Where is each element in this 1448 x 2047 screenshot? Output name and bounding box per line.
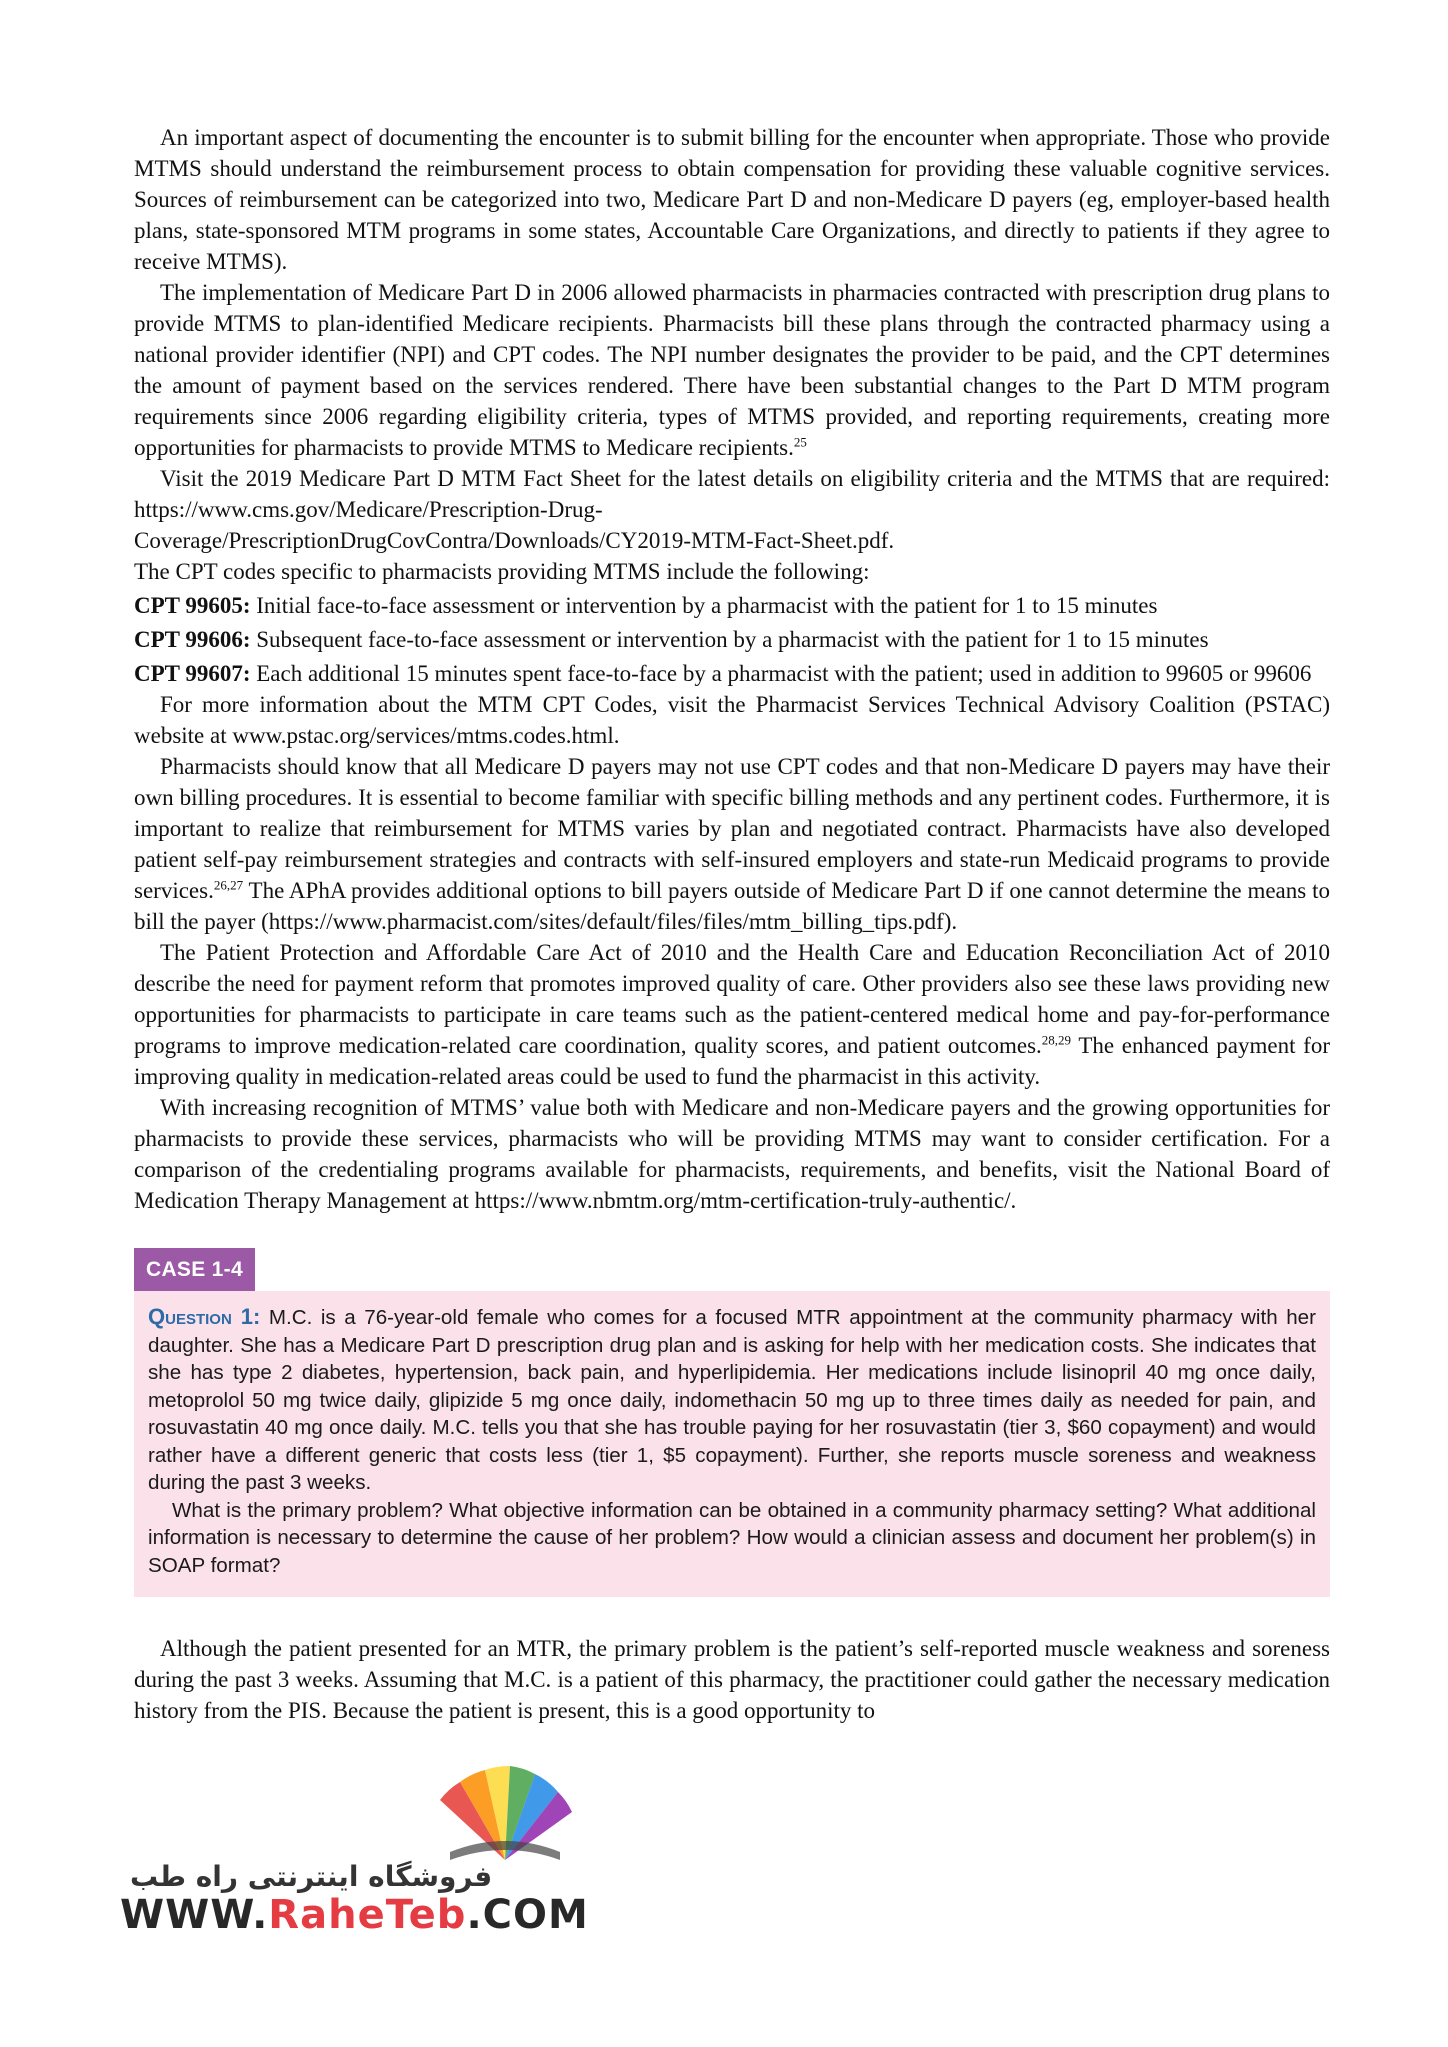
paragraph-text: The APhA provides additional options to bill payers outside of Medicare Part D if one cannot determine the means to bill the payer (https://www.pharmacist.com/sites/default/files/files/mtm_billing_tips.pdf). [134,878,1330,934]
watermark-logo [120,1760,680,1940]
watermark-url-suffix: .COM [466,1892,589,1938]
paragraph [134,751,1330,937]
paragraph-text: The enhanced payment for improving quality in medication-related areas could be used to fund the pharmacist in this activity. [134,1033,1330,1089]
cpt-code-item [134,658,1330,689]
case-label: CASE 1-4 [134,1248,255,1291]
paragraph: Visit the 2019 Medicare Part D MTM Fact Sheet for the latest details on eligibility criteria and the MTMS that are required: https://www.cms.gov/Medicare/Prescription-Drug- [134,466,1330,522]
case-box [134,1291,1330,1597]
citation-superscript: 26,27 [213,877,244,893]
cpt-description: Subsequent face-to-face assessment or intervention by a pharmacist with the patient for 1 to 15 minutes [250,627,1209,652]
paragraph: The CPT codes specific to pharmacists providing MTMS include the following: [134,559,870,584]
watermark-url-brand: RaheTeb [268,1892,467,1938]
cpt-code: CPT 99606: [134,627,251,652]
paragraph: An important aspect of documenting the encounter is to submit billing for the encounter when appropriate. Those who provide MTMS should understand the reimbursement process to obtain compensation for providing these valuable cognitive services. Sources of reimbursement can be categorized into two, Medicare Part D and non-Medicare D payers (eg, employer-based health plans, state-sponsored MTM programs in some states, Accountable Care Organizations, and directly to patients if they agree to receive MTMS). [134,125,1330,274]
question-text: M.C. is a 76-year-old female who comes for a focused MTR appointment at the community pharmacy with her daughter. She has a Medicare Part D prescription drug plan and is asking for help with her medication costs. She indicates that she has type 2 diabetes, hypertension, back pain, and hyperlipidemia. Her medications include lisinopril 40 mg once daily, metoprolol 50 mg twice daily, glipizide 5 mg once daily, indomethacin 50 mg up to three times daily as needed for pain, and rosuvastatin 40 mg once daily. M.C. tells you that she has trouble paying for her rosuvastatin (tier 3, $60 copayment) and would rather have a different generic that costs less (tier 1, $5 copayment). Further, she reports muscle soreness and weakness during the past 3 weeks. [148,1306,1316,1494]
watermark-url-prefix: WWW. [120,1892,269,1938]
paragraph: For more information about the MTM CPT Codes, visit the Pharmacist Services Technical Advisory Coalition (PSTAC) website at www.pstac.org/services/mtms.codes.html. [134,692,1330,748]
paragraph: With increasing recognition of MTMS’ value both with Medicare and non-Medicare payers and the growing opportunities for pharmacists to provide these services, pharmacists who will be providing MTMS may want to consider certification. For a comparison of the credentialing programs available for pharmacists, requirements, and benefits, visit the National Board of Medication Therapy Management at https://www.nbmtm.org/mtm-certification-truly-authentic/. [134,1095,1330,1213]
citation-superscript: 25 [793,434,807,450]
paragraph-text: The implementation of Medicare Part D in 2006 allowed pharmacists in pharmacies contracted with prescription drug plans to provide MTMS to plan-identified Medicare recipients. Pharmacists bill these plans through the contracted pharmacy using a national provider identifier (NPI) and CPT codes. The NPI number designates the provider to be paid, and the CPT determines the amount of payment based on the services rendered. There have been substantial changes to the Part D MTM program requirements since 2006 regarding eligibility criteria, types of MTMS provided, and reporting requirements, creating more opportunities for pharmacists to provide MTMS to Medicare recipients. [134,280,1330,460]
cpt-code-list [134,590,1330,689]
paragraph [134,277,1330,463]
cpt-code-item [134,624,1330,655]
paragraph-text: Pharmacists should know that all Medicare D payers may not use CPT codes and that non-Medicare D payers may have their own billing procedures. It is essential to become familiar with specific billing methods and any pertinent codes. Furthermore, it is important to realize that reimbursement for MTMS varies by plan and negotiated contract. Pharmacists have also developed patient self-pay reimbursement strategies and contracts with self-insured employers and state-run Medicaid programs to provide services. [134,754,1330,903]
cpt-code: CPT 99605: [134,593,251,618]
cpt-description: Each additional 15 minutes spent face-to-face by a pharmacist with the patient; used in addition to 99605 or 99606 [250,661,1312,686]
page-body [134,122,1330,1726]
paragraph-text: The Patient Protection and Affordable Care Act of 2010 and the Health Care and Education Reconciliation Act of 2010 describe the need for payment reform that promotes improved quality of care. Other providers also see these laws providing new opportunities for pharmacists to participate in care teams such as the patient-centered medical home and pay-for-performance programs to improve medication-related care coordination, quality scores, and patient outcomes. [134,940,1330,1058]
watermark-url [120,1892,589,1938]
cpt-description: Initial face-to-face assessment or intervention by a pharmacist with the patient for 1 to 15 minutes [250,593,1158,618]
cpt-code: CPT 99607: [134,661,251,686]
paragraph [134,937,1330,1092]
watermark-persian-text: فروشگاه اینترنتی راه طب [130,1860,493,1893]
case-followup: What is the primary problem? What objective information can be obtained in a community pharmacy setting? What additional information is necessary to determine the cause of her problem? How would a clinician assess and document her problem(s) in SOAP format? [148,1498,1316,1577]
cpt-code-item [134,590,1330,621]
question-label: Question 1: [148,1304,261,1329]
paragraph-continuation: Coverage/PrescriptionDrugCovContra/Downloads/CY2019-MTM-Fact-Sheet.pdf. [134,528,895,553]
citation-superscript: 28,29 [1041,1032,1072,1048]
paragraph: Although the patient presented for an MTR, the primary problem is the patient’s self-reported muscle weakness and soreness during the past 3 weeks. Assuming that M.C. is a patient of this pharmacy, the practitioner could gather the necessary medication history from the PIS. Because the patient is present, this is a good opportunity to [134,1636,1330,1723]
book-logo-icon [430,1760,580,1870]
case-question [148,1303,1316,1497]
